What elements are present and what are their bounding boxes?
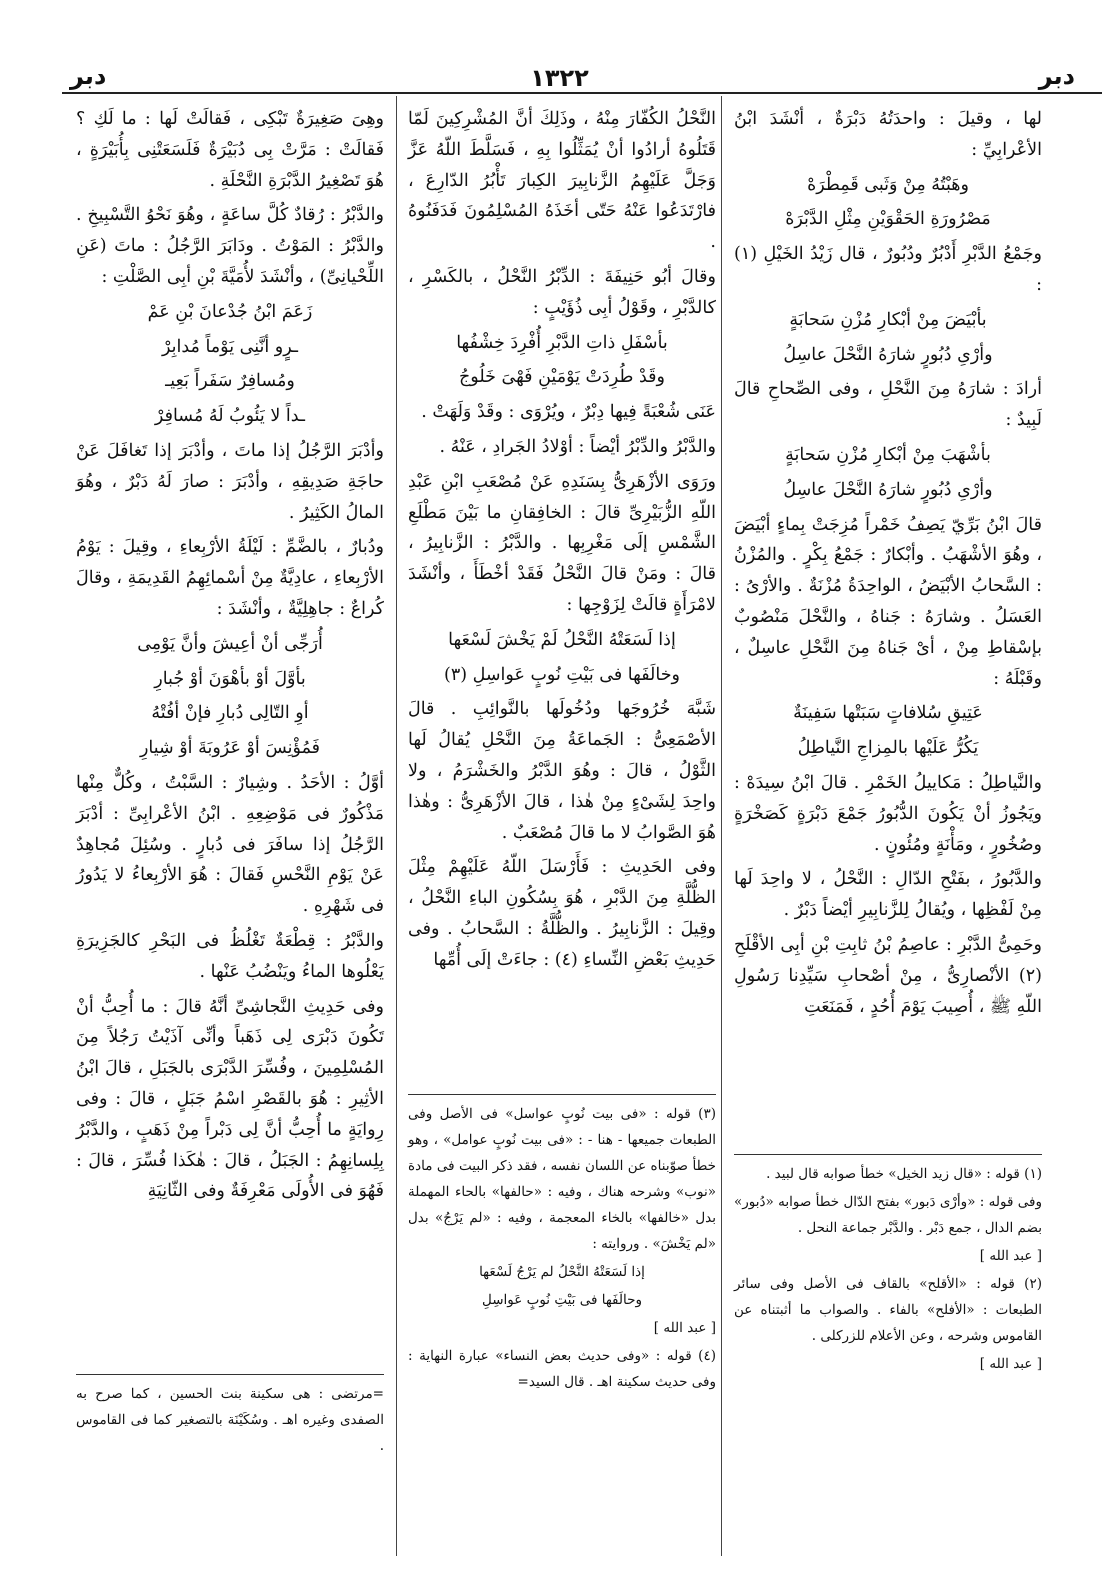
footnote-line: =مرتضى : هى سكينة بنت الحسين ، كما صرح به الصفدى وغيره اهـ . وسُكَيْنَة بالتصغير كما فى القاموس .: [76, 1386, 384, 1454]
entry-paragraph: أرادَ : شارَهُ مِنَ النَّحْلِ ، وفى الصِّحاحِ قالَ لَبِيدٌ :: [734, 379, 1042, 431]
header-rule: [62, 92, 1102, 94]
column-body: [408, 104, 716, 976]
column-body: [76, 104, 384, 1207]
verse-line: ـرٍو أنَّنِى يَوْماً مُدابِرْ: [161, 336, 299, 357]
verse-line: بأبْيَضَ مِنْ أبْكارِ مُزْنِ سَحابَةٍ: [789, 309, 987, 330]
verse-line: فَمُؤْنِسَ أوْ عَرُوبَةَ أوْ شِيارِ: [139, 738, 321, 759]
verse-line: وأرْىِ دُبُورٍ شارَهُ النَّحْلَ عاسِلُ: [783, 479, 993, 500]
column-left: [76, 104, 384, 1564]
verse-line: وخالَفَها فى بَيْتِ نُوبٍ عَواسِلِ (٣): [444, 664, 680, 685]
entry-paragraph: والدَّبْرُ : رُقادٌ كُلَّ ساعَةٍ ، وهُوَ نَحْوُ التَّسْبِيخِ . والدَّبْرُ : المَوْتُ . ودَابَرَ الرَّجُلُ : ماتَ (عَنِ اللِّحْيانِىِّ) ، وأنْشَدَ لأُمَيَّةَ بْنِ أبِى الصَّلْتِ :: [76, 205, 384, 287]
entry-paragraph: والنَّياطِلُ : مَكاييلُ الخَمْرِ . قالَ ابْنُ سِيدَهْ : ويَجُوزُ أنْ يَكُونَ الدُّبُورُ جَمْعَ دَبْرَةٍ كَصَخْرَةٍ وصُخُورٍ ، ومَأْنَةٍ ومُئُونٍ .: [734, 772, 1042, 855]
column-footnotes: [734, 1154, 1042, 1379]
entry-paragraph: وجَمْعُ الدَّبْرِ أَدْبُرٌ ودُبُورٌ ، قال زَيْدُ الخَيْلِ (١) :: [734, 244, 1042, 295]
header-entry-word-left: دبر: [70, 62, 107, 90]
column-divider: [721, 96, 722, 1556]
column-body: [734, 104, 1042, 1022]
verse-line: بأشْهَبَ مِنْ أبْكارِ مُزْنِ سَحابَةٍ: [785, 444, 991, 465]
verse-line: وأرْىِ دُبُورٍ شارَهُ النَّحْلَ عاسِلُ: [783, 344, 993, 365]
entry-paragraph: النَّحْلُ الكُفّارَ مِنْهُ ، وذَلِكَ أنَّ المُشْرِكِينَ لَمّا قَتَلُوهُ أرادُوا أنْ يُمَثِّلُوا بِهِ ، فَسَلَّطَ اللّهُ عَزَّ وَجَلَّ عَلَيْهِمُ الزَّنابِيرَ الكِبارَ تَأْبُرُ الدّارِعَ ، فارْتَدَعُوا عَنْهُ حَتّى أخَذَهُ المُسْلِمُونَ فَدَفَنُوهُ .: [408, 109, 716, 253]
column-middle: [408, 104, 716, 1564]
entry-paragraph: وقالَ أبُو حَنِيفَةَ : الدِّبْرُ النَّحْلُ ، بالكَسْرِ ، كالدَّبْرِ ، وقَوْلُ أبِى ذُؤَيْبٍ :: [408, 266, 716, 318]
footnote-line: (٢) قوله : «الأقلح» بالقاف فى الأصل وفى سائر الطبعات : «الأفلح» بالفاء . والصواب ما أثبتناه عن القاموس وشرحه ، وعن الأعلام للزركلى .: [734, 1276, 1042, 1344]
footnote-line: (٤) قوله : «وفى حديث بعض النساء» عبارة النهاية : وفى حديث سكينة اهـ . قال السيد=: [408, 1348, 716, 1390]
footnote-line: [ عبد الله ]: [653, 1320, 716, 1336]
footnote-line: وفى قوله : «وأرْى دَبور» بفتح الدّال خطأ صوابه «دُبور» بضم الدال ، جمع دَبْر . والدَّبْر جماعة النحل .: [734, 1194, 1042, 1236]
verse-line: وهَبْتُهُ مِنْ وَثَبى قَمِطْرَهْ: [807, 174, 969, 195]
column-divider: [396, 96, 397, 1556]
verse-line: وقَدْ طُرِدَتْ يَوْمَيْنِ فَهْىَ خَلُوجُ: [459, 367, 665, 388]
entry-paragraph: والدَّبُورُ ، بفَتْحِ الدّالِ : النَّحْلُ ، لا واحِدَ لَها مِنْ لَفْظِها ، ويُقالُ لِلزَّنابِيرِ أيْضاً دَبْرٌ .: [734, 869, 1042, 921]
entry-paragraph: وفى الحَدِيثِ : فَأَرْسَلَ اللّهُ عَلَيْهِمْ مِثْلَ الظُّلَّةِ مِنَ الدَّبْرِ ، هُوَ بِسُكُونِ الباءِ النَّحْلُ ، وقِيلَ : الزَّنابِيرُ . والظُّلَّةُ : السَّحابُ . وفى حَدِيثِ بَعْضِ النِّساءِ (٤) : جاءَتْ إلَى أُمِّها: [408, 857, 716, 970]
entry-paragraph: شَبَّهَ خُرُوجَها ودُخُولَها بالنَّوائِبِ . قالَ الأصْمَعِىُّ : الجَماعَةُ مِنَ النَّحْلِ يُقالُ لَها الثَّوْلُ ، قالَ : وهُوَ الدَّبْرُ والخَشْرَمُ ، ولا واحِدَ لِشَىْءٍ مِنْ هٰذا ، قالَ الأزْهَرِىُّ : وهٰذا هُوَ الصَّوابُ لا ما قالَ مُصْعَبٌ .: [408, 699, 716, 843]
footnote-line: [ عبد الله ]: [979, 1248, 1042, 1264]
entry-paragraph: وحَمِىُّ الدَّبْرِ : عاصِمُ بْنُ ثابِتِ بْنِ أبِى الأقْلَحِ (٢) الأنْصارِىُّ ، مِنْ أصْحابِ سَيِّدِنا رَسُولِ اللّهِ ﷺ ، أُصِيبَ يَوْمَ أُحُدٍ ، فَمَنَعَتِ: [734, 934, 1042, 1017]
page-header: [0, 56, 1119, 96]
footnote-line: (١) قوله : «قال زيد الخيل» خطأ صوابه قال لبيد .: [766, 1166, 1042, 1182]
entry-paragraph: عَنَى شُعْبَةً فِيها دِبْرٌ ، ويُرْوَى : وقَدْ وَلَهَتْ .: [421, 402, 716, 423]
column-right: [734, 104, 1042, 1564]
entry-paragraph: وفى حَدِيثِ النَّجاشِىِّ أنَّهُ قالَ : ما أُحِبُّ أنْ تَكُونَ دَبْرَى لِى ذَهَباً وأنِّى آذَيْتُ رَجُلاً مِنَ المُسْلِمِينَ ، وفُسِّرَ الدَّبْرَى بالجَبَلِ ، قالَ ابْنُ الأثِيرِ : هُوَ بالقَصْرِ اسْمُ جَبَلٍ ، قالَ : وفى رِوايَةٍ ما أُحِبُّ أنَّ لِى دَبْراً مِنْ ذَهَبٍ ، والدَّبْرُ بِلِسانِهِمُ : الجَبَلُ ، قالَ : هٰكَذا فُسِّرَ ، قالَ : فَهُوَ فى الأُولَى مَعْرِفَةٌ وفى الثّانِيَةِ: [76, 996, 384, 1202]
verse-line: مَصْرُورَةِ الحَقْوَيْنِ مِثْلِ الدَّبْرَهْ: [785, 209, 991, 230]
footnote-line: وحالَفَها فى بَيْتِ نُوبٍ عَواسِلِ: [482, 1292, 642, 1308]
verse-line: أُرَجِّى أنْ أعِيشَ وأنَّ يَوْمِى: [137, 633, 323, 654]
verse-line: زَعَمَ ابْنُ جُدْعانَ بْنِ عَمْ: [147, 301, 313, 322]
entry-paragraph: أوَّلُ : الأحَدُ . وشِيارٌ : السَّبْتُ ، وكُلٌّ مِنْها مَذْكُورٌ فى مَوْضِعِهِ . ابْنُ الأعْرابِىِّ : أدْبَرَ الرَّجُلُ إذا سافَرَ فى دُبارٍ . وسُئِلَ مُجاهِدٌ عَنْ يَوْمِ النَّحْسِ فَقالَ : هُوَ الأرْبِعاءُ لا يَدُورُ فى شَهْرِهِ .: [76, 772, 384, 917]
verse-line: إذا لَسَعَتْهُ النَّحْلُ لَمْ يَخْشَ لَسْعَها: [448, 629, 676, 650]
footnote-line: إذا لَسَعَتْهُ النَّحْلُ لم يَرْجُ لَسْعَها: [479, 1264, 645, 1280]
verse-line: ومُسافِرٌ سَفَراً بَعِيـ: [165, 371, 295, 392]
page-number: ١٣٢٢: [530, 64, 589, 92]
verse-line: عَتِيقِ سُلافاتٍ سَبَتْها سَفِينَةٌ: [793, 703, 983, 724]
entry-paragraph: ورَوَى الأزْهَرِىُّ بِسَنَدِهِ عَنْ مُصْعَبِ ابْنِ عَبْدِ اللّهِ الزُّبَيْرِىِّ قالَ : الخافِقانِ ما بَيْنَ مَطْلَعِ الشَّمْسِ إلَى مَغْرِبِها . والدَّبْرُ : الزَّنابِيرُ ، قالَ : ومَنْ قالَ النَّحْلُ فَقَدْ أخْطَأَ ، وأنْشَدَ لامْرَأَةٍ قالَتْ لِزَوْجِها :: [408, 471, 716, 615]
footnote-line: (٣) قوله : «فى بيت نُوبٍ عواسل» فى الأصل وفى الطبعات جميعها - هنا - : «فى بيت نُوبٍ عوامل» ، وهو خطأ صوّبناه عن اللسان نفسه ، فقد ذكر البيت فى مادة «نوب» وشرحه هناك ، وفيه : «حالفها» بالحاء المهملة بدل «خالفها» بالخاء المعجمة ، وفيه : «لم يَرْجُ» بدل «لم يَخْشَ» . وروايته :: [408, 1106, 716, 1252]
verse-line: بأوَّلَ أوْ بأهْوَنَ أوْ جُبارِ: [154, 668, 306, 689]
column-footnotes: [76, 1374, 384, 1461]
entry-paragraph: ودُبارٌ ، بالضَّمِّ : لَيْلَةُ الأرْبِعاءِ ، وقِيلَ : يَوْمُ الأرْبِعاءِ ، عادِيَّةٌ مِنْ أسْمائِهِمُ القَدِيمَةِ ، وقالَ كُراعٌ : جاهِلِيَّةٌ ، وأنْشَدَ :: [76, 537, 384, 619]
entry-paragraph: والدَّبْرُ والدِّبْرُ أيْضاً : أوْلادُ الجَرادِ ، عَنْهُ .: [439, 436, 716, 457]
footnote-line: [ عبد الله ]: [979, 1356, 1042, 1372]
verse-line: يَكُرُّ عَلَيْها بالمِزاجِ النَّياطِلُ: [797, 738, 979, 759]
verse-line: ـداً لا يَئُوبُ لَهُ مُسافِرْ: [154, 406, 306, 427]
column-footnotes: [408, 1094, 716, 1397]
entry-paragraph: والدَّبْرُ : قِطْعَةٌ تَغْلُظُ فى البَحْرِ كالجَزِيرَةِ يَعْلُوها الماءُ ويَنْضُبُ عَنْها .: [76, 930, 384, 982]
entry-paragraph: لها ، وقيلَ : واحدَتُهُ دَبْرَةٌ ، أنْشَدَ ابْنُ الأعْرابِيِّ :: [734, 109, 1042, 160]
entry-paragraph: وهِىَ صَغِيرَةٌ تَبْكِى ، فَقالَتْ لَها : ما لَكِ ؟ فَقالَتْ : مَرَّتْ بِى دُبَيْرَةٌ فَلَسَعَتْنِى بِأُبَيْرَةٍ ، هُوَ تَصْغِيرُ الدَّبْرَةِ النَّحْلَةِ .: [76, 109, 384, 191]
verse-line: بأسْفَلِ ذاتِ الدَّبْرِ أُفْرِدَ خِشْفُها: [456, 332, 668, 353]
verse-line: أوِ التّالِى دُبارِ فإنْ أفُتْهُ: [151, 703, 309, 724]
entry-paragraph: قالَ ابْنُ بَرِّيّ يَصِفُ خَمْراً مُزِجَتْ بِماءٍ أبْيَضَ ، وهُوَ الأشْهَبُ . وأبْكارٌ : جَمْعُ بِكْرٍ . والمُزْنُ : السَّحابُ الأبْيَضُ ، الواحِدَةُ مُزْنَةٌ . والأرْىُ : العَسَلُ . وشارَهُ : جَناهُ ، والنَّحْلَ مَنْصُوبٌ بإسْقاطِ مِنْ ، أىْ جَناهُ مِنَ النَّحْلِ عاسِلٌ ، وقَبْلَهُ :: [734, 514, 1042, 689]
header-entry-word-right: دبر: [1038, 62, 1075, 90]
entry-paragraph: وأدْبَرَ الرَّجُلُ إذا ماتَ ، وأدْبَرَ إذا تَغافَلَ عَنْ حاجَةِ صَدِيقِهِ ، وأدْبَرَ : صارَ لَهُ دَبْرٌ ، وهُوَ المالُ الكَثِيرُ .: [76, 440, 384, 523]
